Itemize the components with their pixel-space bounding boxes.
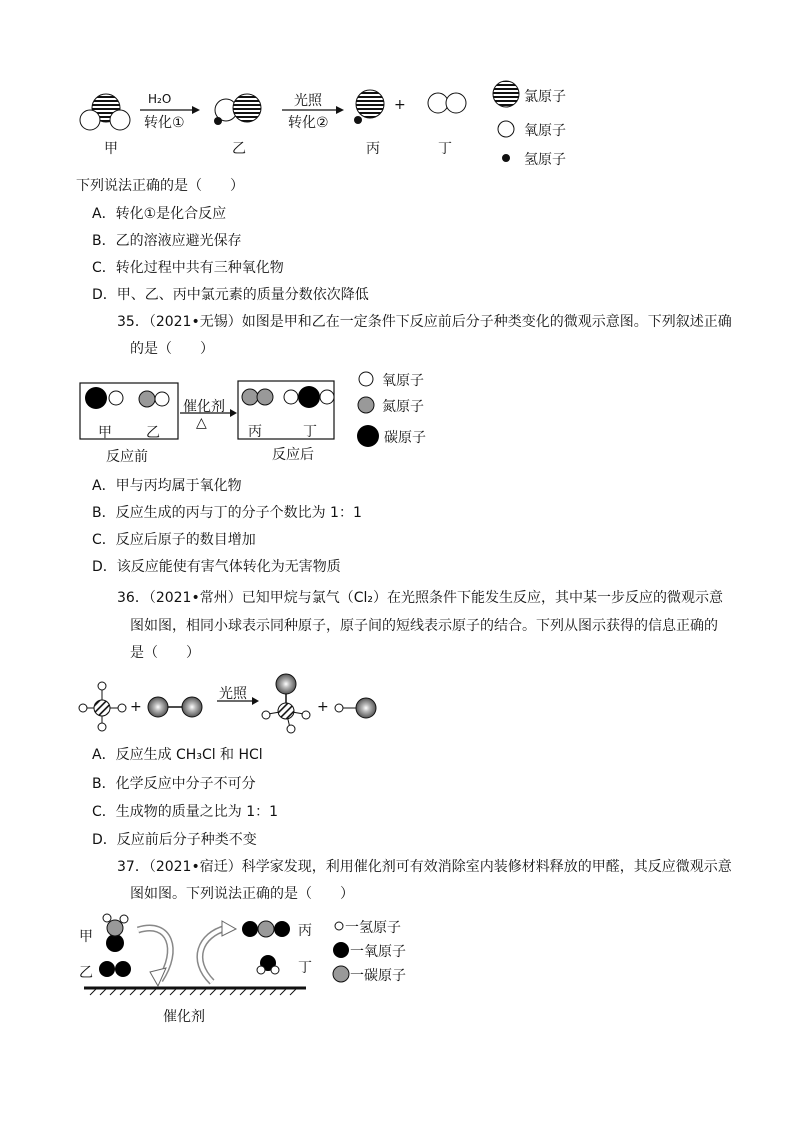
molecule-co2 (242, 921, 290, 937)
q34-option-a: A．转化①是化合反应 (92, 206, 227, 222)
label-yi: 乙 (232, 141, 246, 157)
q34-stem: 下列说法正确的是（ ） (76, 178, 244, 194)
label-yi-35: 乙 (146, 425, 160, 441)
legend-oxygen-atom-37 (333, 942, 349, 958)
legend-oxygen-label-37: 一氧原子 (350, 944, 406, 960)
q36-stem-line3: 是（ ） (130, 645, 200, 661)
label-ding: 丁 (438, 141, 452, 157)
legend-oxygen-label-35: 氧原子 (382, 373, 424, 389)
catalyst-label-37: 催化剂 (163, 1009, 205, 1025)
q36-stem-line1: 36．（2021•常州）已知甲烷与氯气（Cl₂）在光照条件下能发生反应，其中某一步反应的微观示意 (117, 590, 723, 606)
legend-nitrogen-label: 氮原子 (382, 399, 424, 415)
arrow2-top-label: 光照 (294, 93, 322, 109)
label-jia-37: 甲 (79, 929, 93, 945)
legend-hydrogen-label: 氢原子 (524, 152, 566, 168)
plus-sign-36a: + (130, 699, 142, 715)
q35-stem-line2: 的是（ ） (130, 341, 214, 357)
legend-carbon-atom-37 (333, 966, 349, 982)
legend-carbon-label-37: 一碳原子 (350, 968, 406, 984)
arrow2-bottom-label: 转化② (288, 115, 329, 131)
q35-option-c: C．反应后原子的数目增加 (92, 532, 256, 548)
q36-option-a: A．反应生成 CH₃Cl 和 HCl (92, 747, 263, 763)
q34-option-c: C．转化过程中共有三种氧化物 (92, 260, 284, 276)
q36-option-c: C．生成物的质量之比为 1：1 (92, 804, 279, 820)
legend-chlorine-label: 氯原子 (524, 89, 566, 105)
molecule-formaldehyde (103, 914, 128, 952)
plus-sign-36b: + (317, 699, 329, 715)
label-yi-37: 乙 (79, 965, 93, 981)
label-ding-35: 丁 (303, 424, 317, 440)
q34-option-b: B．乙的溶液应避光保存 (92, 233, 242, 249)
legend-carbon-label: 碳原子 (384, 430, 426, 446)
light-label: 光照 (219, 686, 247, 702)
caption-after: 反应后 (272, 447, 314, 463)
q34-option-d: D．甲、乙、丙中氯元素的质量分数依次降低 (92, 287, 369, 303)
q35-option-a: A．甲与丙均属于氧化物 (92, 478, 242, 494)
heat-symbol: △ (196, 415, 207, 431)
catalyst-label: 催化剂 (183, 399, 225, 415)
molecule-water (257, 955, 279, 974)
caption-before: 反应前 (106, 449, 148, 465)
q35-option-d: D．该反应能使有害气体转化为无害物质 (92, 559, 341, 575)
plus-sign: + (394, 97, 406, 113)
legend-oxygen-label: 氧原子 (524, 123, 566, 139)
legend-hydrogen-label-37: 一氢原子 (345, 920, 401, 936)
label-bing-37: 丙 (298, 923, 312, 939)
label-bing-35: 丙 (248, 424, 262, 440)
label-bing: 丙 (366, 141, 380, 157)
q37-stem-line1: 37．（2021•宿迁）科学家发现，利用催化剂可有效消除室内装修材料释放的甲醛，其反应微观示意 (117, 859, 732, 875)
q35-option-b: B．反应生成的丙与丁的分子个数比为 1：1 (92, 505, 362, 521)
q37-stem-line2: 图如图。下列说法正确的是（ ） (130, 886, 354, 902)
q36-option-d: D．反应前后分子种类不变 (92, 832, 257, 848)
label-jia-35: 甲 (98, 425, 112, 441)
q36-stem-line2: 图如图，相同小球表示同种原子，原子间的短线表示原子的结合。下列从图示获得的信息正确的 (130, 618, 718, 634)
molecule-oxygen (99, 961, 131, 977)
label-jia: 甲 (104, 141, 118, 157)
arrow1-bottom-label: 转化① (144, 115, 185, 131)
arrow1-top-label: H₂O (148, 92, 172, 106)
q36-option-b: B．化学反应中分子不可分 (92, 776, 256, 792)
label-ding-37: 丁 (298, 960, 312, 976)
q35-stem-line1: 35．（2021•无锡）如图是甲和乙在一定条件下反应前后分子种类变化的微观示意图。下列叙述正确 (117, 314, 732, 330)
legend-hydrogen-atom-37 (335, 922, 343, 930)
